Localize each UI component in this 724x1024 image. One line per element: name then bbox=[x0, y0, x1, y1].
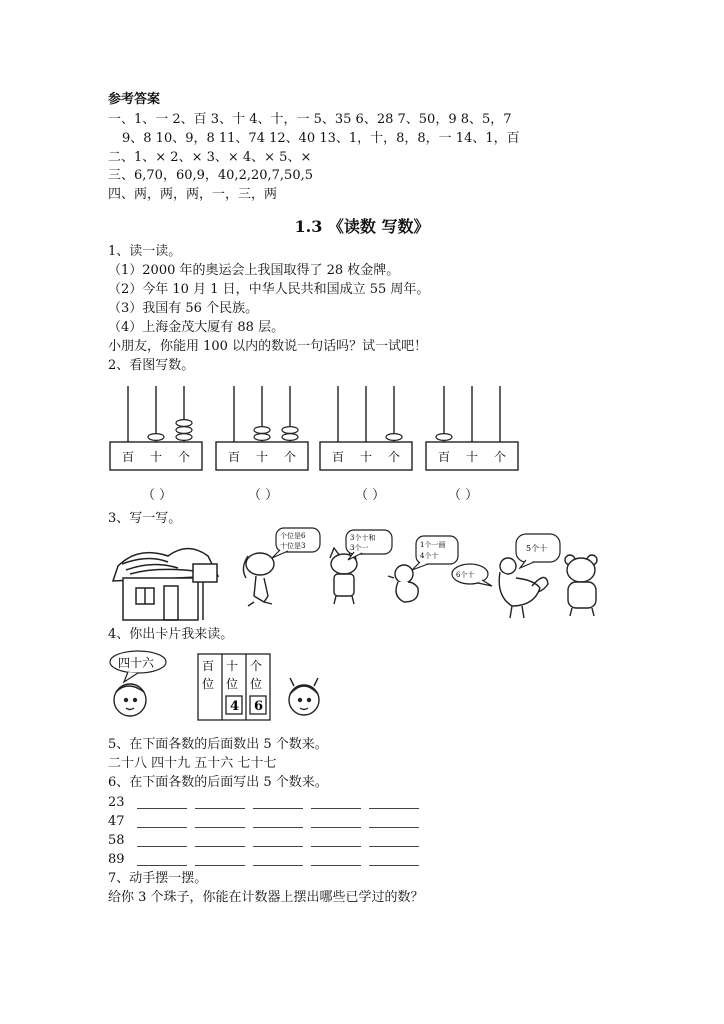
abacus-place-label: 十 bbox=[360, 450, 373, 464]
girl-illustration bbox=[289, 678, 319, 715]
q6-blank[interactable] bbox=[311, 796, 361, 809]
abacus-place-label: 个 bbox=[284, 450, 297, 464]
q6-blank[interactable] bbox=[137, 853, 187, 866]
q1-item-1: （1）2000 年的奥运会上我国取得了 28 枚金牌。 bbox=[108, 263, 400, 278]
q2-answer-2[interactable]: （ ） bbox=[248, 488, 279, 503]
card-header-tens-2: 位 bbox=[226, 677, 239, 691]
q7-text: 给你 3 个珠子，你能在计数器上摆出哪些已学过的数？ bbox=[108, 890, 424, 905]
abacus-bead bbox=[282, 434, 298, 441]
q6-blank[interactable] bbox=[369, 796, 419, 809]
abacus-place-label: 百 bbox=[122, 450, 135, 464]
abacus-bead bbox=[148, 434, 164, 441]
q6-blank[interactable] bbox=[195, 834, 245, 847]
abacus-place-label: 个 bbox=[178, 450, 191, 464]
q1-item-2: （2）今年 10 月 1 日，中华人民共和国成立 55 周年。 bbox=[108, 282, 430, 297]
abacus-bead bbox=[176, 420, 192, 427]
answers-heading: 参考答案 bbox=[108, 92, 161, 107]
q6-blank[interactable] bbox=[253, 853, 303, 866]
q6-number-1: 23 bbox=[108, 795, 125, 810]
answer-line-2: 9、8 10、9，8 11、74 12、40 13、1，十，8，8，一 14、1，百 bbox=[122, 131, 520, 146]
abacus-place-label: 十 bbox=[256, 450, 269, 464]
card-header-hundreds-1: 百 bbox=[202, 659, 215, 673]
bubble-text-2: 十位是3 bbox=[280, 542, 306, 550]
q4-bubble-text: 四十六 bbox=[118, 656, 155, 670]
dog-illustration bbox=[243, 553, 274, 606]
q6-number-2: 47 bbox=[108, 814, 125, 829]
q6-blank[interactable] bbox=[137, 815, 187, 828]
house-illustration bbox=[113, 549, 218, 621]
bubble-text-1: 个位是6 bbox=[280, 532, 306, 540]
q6-row-4 bbox=[108, 851, 419, 869]
card-digit-tens: 4 bbox=[230, 699, 240, 714]
q6-blank[interactable] bbox=[137, 796, 187, 809]
bubble-text-3: 3个十和 bbox=[350, 534, 376, 542]
q6-blank[interactable] bbox=[369, 853, 419, 866]
boy-illustration bbox=[114, 684, 146, 716]
q6-blank[interactable] bbox=[195, 853, 245, 866]
abacus-bead bbox=[176, 434, 192, 441]
q6-blank[interactable] bbox=[311, 834, 361, 847]
q6-number-3: 58 bbox=[108, 833, 125, 848]
q6-row-3 bbox=[108, 832, 419, 850]
abacus-bead bbox=[254, 434, 270, 441]
abacus-bead bbox=[386, 434, 402, 441]
q1-prompt: 小朋友，你能用 100 以内的数说一句话吗？试一试吧！ bbox=[108, 339, 428, 354]
q2-answer-1[interactable]: （ ） bbox=[142, 488, 173, 503]
abacus-figures bbox=[108, 380, 528, 480]
answer-line-5: 四、两，两，两，一，三，两 bbox=[108, 187, 278, 202]
abacus-bead bbox=[436, 434, 452, 441]
abacus-place-label: 个 bbox=[494, 450, 507, 464]
abacus-bead bbox=[254, 427, 270, 434]
q6-blank[interactable] bbox=[195, 815, 245, 828]
q5-label: 5、在下面各数的后面数出 5 个数来。 bbox=[108, 737, 328, 752]
abacus-place-label: 十 bbox=[466, 450, 479, 464]
abacus-bead bbox=[176, 427, 192, 434]
q1-item-4: （4）上海金茂大厦有 88 层。 bbox=[108, 320, 285, 335]
q5-numbers: 二十八 四十九 五十六 七十七 bbox=[108, 756, 277, 771]
bubble-text-7: 6个十 bbox=[456, 571, 475, 579]
q6-blank[interactable] bbox=[253, 815, 303, 828]
q2-answer-4[interactable]: （ ） bbox=[448, 488, 479, 503]
answer-line-4: 三、6,70，60,9，40,2,20,7,50,5 bbox=[108, 168, 313, 183]
abacus-place-label: 百 bbox=[332, 450, 345, 464]
card-header-hundreds-2: 位 bbox=[202, 677, 215, 691]
q4-illustration bbox=[108, 648, 348, 728]
abacus-place-label: 十 bbox=[150, 450, 163, 464]
q6-blank[interactable] bbox=[137, 834, 187, 847]
q6-blank[interactable] bbox=[253, 834, 303, 847]
answer-line-3: 二、1、× 2、× 3、× 4、× 5、× bbox=[108, 150, 312, 165]
q6-blank[interactable] bbox=[195, 796, 245, 809]
q6-row-2 bbox=[108, 813, 419, 831]
abacus-bead bbox=[282, 427, 298, 434]
section-title: 1.3 《读数 写数》 bbox=[294, 217, 430, 236]
card-header-ones-1: 个 bbox=[250, 659, 263, 673]
q6-blank[interactable] bbox=[311, 853, 361, 866]
q6-blank[interactable] bbox=[253, 796, 303, 809]
q6-row-1 bbox=[108, 794, 419, 812]
q6-blank[interactable] bbox=[369, 834, 419, 847]
q6-blank[interactable] bbox=[311, 815, 361, 828]
q1-item-3: （3）我国有 56 个民族。 bbox=[108, 301, 259, 316]
q3-label: 3、写一写。 bbox=[108, 511, 182, 526]
bear-illustration bbox=[565, 555, 597, 616]
card-digit-ones: 6 bbox=[254, 699, 264, 714]
bubble-text-6: 4个十 bbox=[420, 552, 439, 560]
q4-label: 4、你出卡片我来读。 bbox=[108, 627, 234, 642]
duck-illustration bbox=[388, 565, 418, 602]
abacus-place-label: 个 bbox=[388, 450, 401, 464]
q3-illustration bbox=[108, 526, 620, 626]
q1-label: 1、读一读。 bbox=[108, 244, 182, 259]
abacus-place-label: 百 bbox=[228, 450, 241, 464]
q2-label: 2、看图写数。 bbox=[108, 358, 195, 373]
bubble-text-4: 3个一 bbox=[350, 544, 369, 552]
card-header-tens-1: 十 bbox=[226, 659, 239, 673]
bubble-text-5: 1个一画 bbox=[420, 541, 446, 549]
q6-label: 6、在下面各数的后面写出 5 个数来。 bbox=[108, 775, 328, 790]
q2-answer-3[interactable]: （ ） bbox=[355, 488, 386, 503]
q7-label: 7、动手摆一摆。 bbox=[108, 871, 208, 886]
answer-line-1: 一、1、一 2、百 3、十 4、十，一 5、35 6、28 7、50，9 8、5，7 bbox=[108, 112, 512, 127]
card-header-ones-2: 位 bbox=[250, 677, 263, 691]
q6-blank[interactable] bbox=[369, 815, 419, 828]
q6-number-4: 89 bbox=[108, 852, 125, 867]
bubble-text-8: 5个十 bbox=[526, 544, 548, 553]
abacus-place-label: 百 bbox=[438, 450, 451, 464]
